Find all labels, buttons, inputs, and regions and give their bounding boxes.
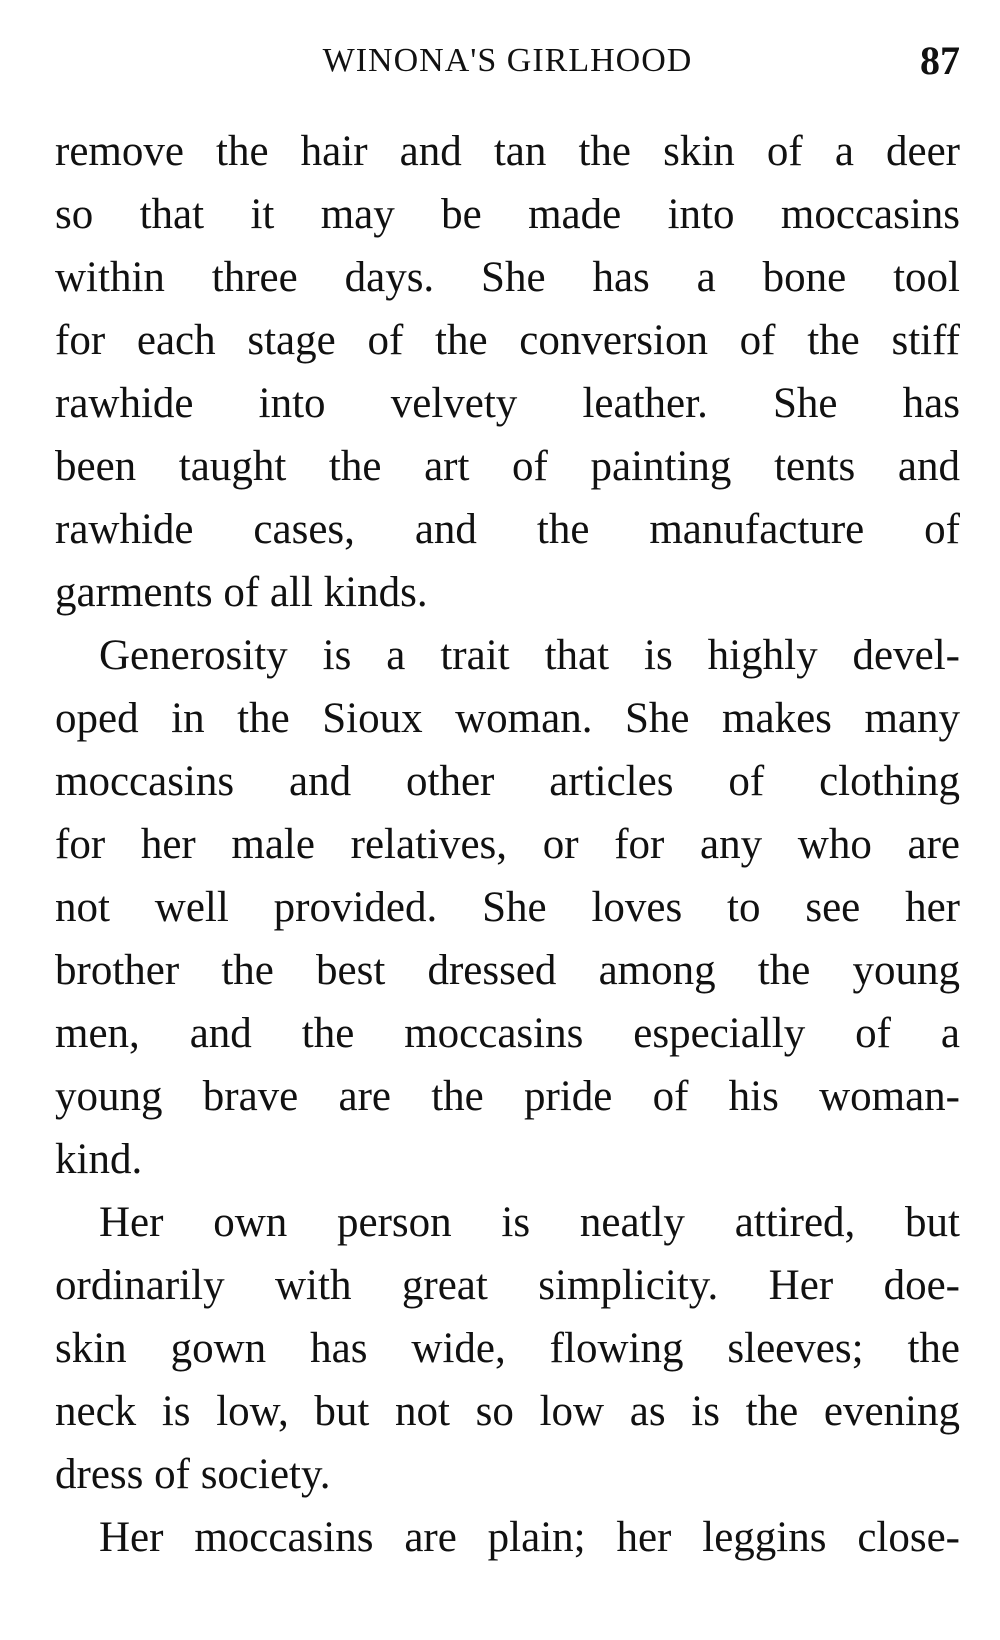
text-line: Her own person is neatly attired, but	[99, 1199, 960, 1246]
text-line: not well provided. She loves to see her	[55, 884, 960, 931]
page-header	[55, 36, 960, 86]
text-line: ordinarily with great simplicity. Her doe-	[55, 1262, 960, 1309]
text-line: within three days. She has a bone tool	[55, 254, 960, 301]
text-line: brother the best dressed among the young	[55, 947, 960, 994]
text-line: skin gown has wide, flowing sleeves; the	[55, 1325, 960, 1372]
text-line: men, and the moccasins especially of a	[55, 1010, 960, 1057]
running-head: WINONA'S GIRLHOOD	[322, 42, 693, 79]
text-line: Her moccasins are plain; her leggins close-	[99, 1514, 960, 1561]
text-line: garments of all kinds.	[55, 569, 428, 616]
text-line: for each stage of the conversion of the stiff	[55, 317, 960, 364]
text-line: dress of society.	[55, 1451, 331, 1498]
text-line: so that it may be made into moccasins	[55, 191, 960, 238]
text-line: rawhide into velvety leather. She has	[55, 380, 960, 427]
text-line: Generosity is a trait that is highly devel-	[99, 632, 960, 679]
text-line: moccasins and other articles of clothing	[55, 758, 960, 805]
page-number: 87	[920, 38, 960, 83]
text-line: oped in the Sioux woman. She makes many	[55, 695, 960, 742]
text-line: been taught the art of painting tents and	[55, 443, 960, 490]
text-line: rawhide cases, and the manufacture of	[55, 506, 960, 553]
text-line: neck is low, but not so low as is the evening	[55, 1388, 960, 1435]
text-line: for her male relatives, or for any who are	[55, 821, 960, 868]
text-line: young brave are the pride of his woman-	[55, 1073, 960, 1120]
text-line: kind.	[55, 1136, 143, 1183]
text-line: remove the hair and tan the skin of a deer	[55, 128, 960, 175]
body-text	[55, 120, 960, 1569]
